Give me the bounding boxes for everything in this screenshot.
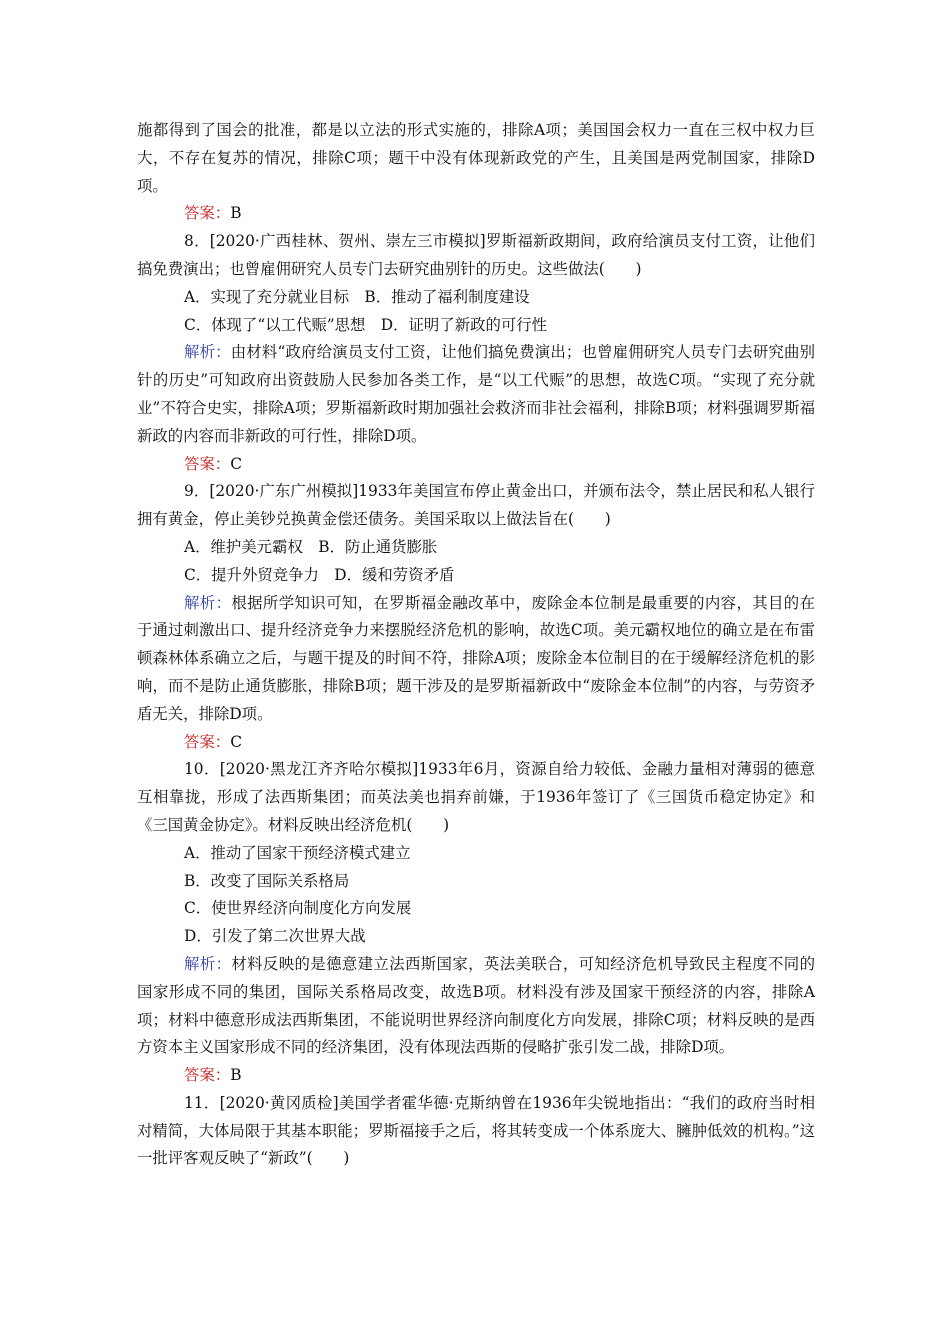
- question-9-analysis: [137, 590, 815, 729]
- intro-paragraph: 施都得到了国会的批准，都是以立法的形式实施的，排除A项；美国国会权力一直在三权中权力巨大，不存在复苏的情况，排除C项；题干中没有体现新政党的产生，且美国是两党制国家，排除D项。: [137, 121, 815, 195]
- question-10-option-b: B．改变了国际关系格局: [184, 871, 350, 890]
- question-11-stem: 11．[2020·黄冈质检]美国学者霍华德·克斯纳曾在1936年尖锐地指出：“我们的政府当时相对精简，大体局限于其基本职能；罗斯福接手之后，将其转变成一个体系庞大、臃肿低效的机构。”这一批评客观反映了“新政”( ): [137, 1093, 815, 1168]
- question-8-stem: 8．[2020·广西桂林、贺州、崇左三市模拟]罗斯福新政期间，政府给演员支付工资，让他们搞免费演出；也曾雇佣研究人员专门去研究曲别针的历史。这些做法( ): [137, 232, 815, 278]
- question-10-analysis: [137, 951, 815, 1062]
- question-9-stem: 9．[2020·广东广州模拟]1933年美国宣布停止黄金出口，并颁布法令，禁止居民和私人银行拥有黄金，停止美钞兑换黄金偿还债务。美国采取以上做法旨在( ): [137, 482, 815, 529]
- analysis-label: 解析：: [184, 954, 232, 973]
- analysis-text: 材料反映的是德意建立法西斯国家，英法美联合，可知经济危机导致民主程度不同的国家形成不同的集团，国际关系格局改变，故选B项。材料没有涉及国家干预经济的内容，排除A项；材料中德意形成法西斯集团，不能说明世界经济向制度化方向发展，排除C项；材料反映的是西方资本主义国家形成不同的经济集团，没有体现法西斯的侵略扩张引发二战，排除D项。: [137, 954, 815, 1057]
- document-page: [137, 117, 815, 1173]
- analysis-label: 解析：: [184, 593, 232, 612]
- question-10-option-a: A．推动了国家干预经济模式建立: [184, 843, 411, 862]
- question-8-options-cd: C．体现了“以工代赈”思想 D．证明了新政的可行性: [184, 315, 548, 334]
- intro-answer-line: [137, 200, 815, 228]
- answer-value: C: [230, 454, 242, 473]
- question-8-analysis: [137, 339, 815, 450]
- question-10-answer: [137, 1062, 815, 1090]
- question-10-option-c: C．使世界经济向制度化方向发展: [184, 899, 412, 918]
- analysis-text: 根据所学知识可知，在罗斯福金融改革中，废除金本位制是最重要的内容，其目的在于通过刺激出口、提升经济竞争力来摆脱经济危机的影响，故选C项。美元霸权地位的确立是在布雷顿森林体系确立之后，与题干提及的时间不符，排除A项；废除金本位制目的在于缓解经济危机的影响，而不是防止通货膨胀，排除B项；题干涉及的是罗斯福新政中“废除金本位制”的内容，与劳资矛盾无关，排除D项。: [137, 593, 815, 723]
- question-9-answer: [137, 729, 815, 757]
- question-10-option-d: D．引发了第二次世界大战: [184, 927, 366, 946]
- question-10-stem: 10．[2020·黑龙江齐齐哈尔模拟]1933年6月，资源自给力较低、金融力量相对薄弱的德意互相靠拢，形成了法西斯集团；而英法美也捐弃前嫌，于1936年签订了《三国货币稳定协定》和《三国黄金协定》。材料反映出经济危机( ): [137, 760, 815, 834]
- question-8-options-ab: A．实现了充分就业目标 B．推动了福利制度建设: [184, 287, 530, 306]
- analysis-text: 由材料“政府给演员支付工资，让他们搞免费演出；也曾雇佣研究人员专门去研究曲别针的历史”可知政府出资鼓励人民参加各类工作，是“以工代赈”的思想，故选C项。“实现了充分就业”不符合史实，排除A项；罗斯福新政时期加强社会救济而非社会福利，排除B项；材料强调罗斯福新政的内容而非新政的可行性，排除D项。: [137, 343, 815, 445]
- question-9-options-cd: C．提升外贸竞争力 D．缓和劳资矛盾: [184, 565, 455, 584]
- analysis-label: 解析：: [184, 343, 231, 362]
- answer-value: B: [230, 204, 242, 223]
- answer-label: 答案：: [184, 732, 231, 751]
- answer-label: 答案：: [184, 204, 231, 223]
- question-8-answer: [137, 451, 815, 479]
- answer-value: C: [230, 732, 242, 751]
- answer-label: 答案：: [184, 454, 231, 473]
- answer-value: B: [230, 1066, 242, 1085]
- question-9-options-ab: A．维护美元霸权 B．防止通货膨胀: [184, 537, 438, 556]
- answer-label: 答案：: [184, 1066, 231, 1085]
